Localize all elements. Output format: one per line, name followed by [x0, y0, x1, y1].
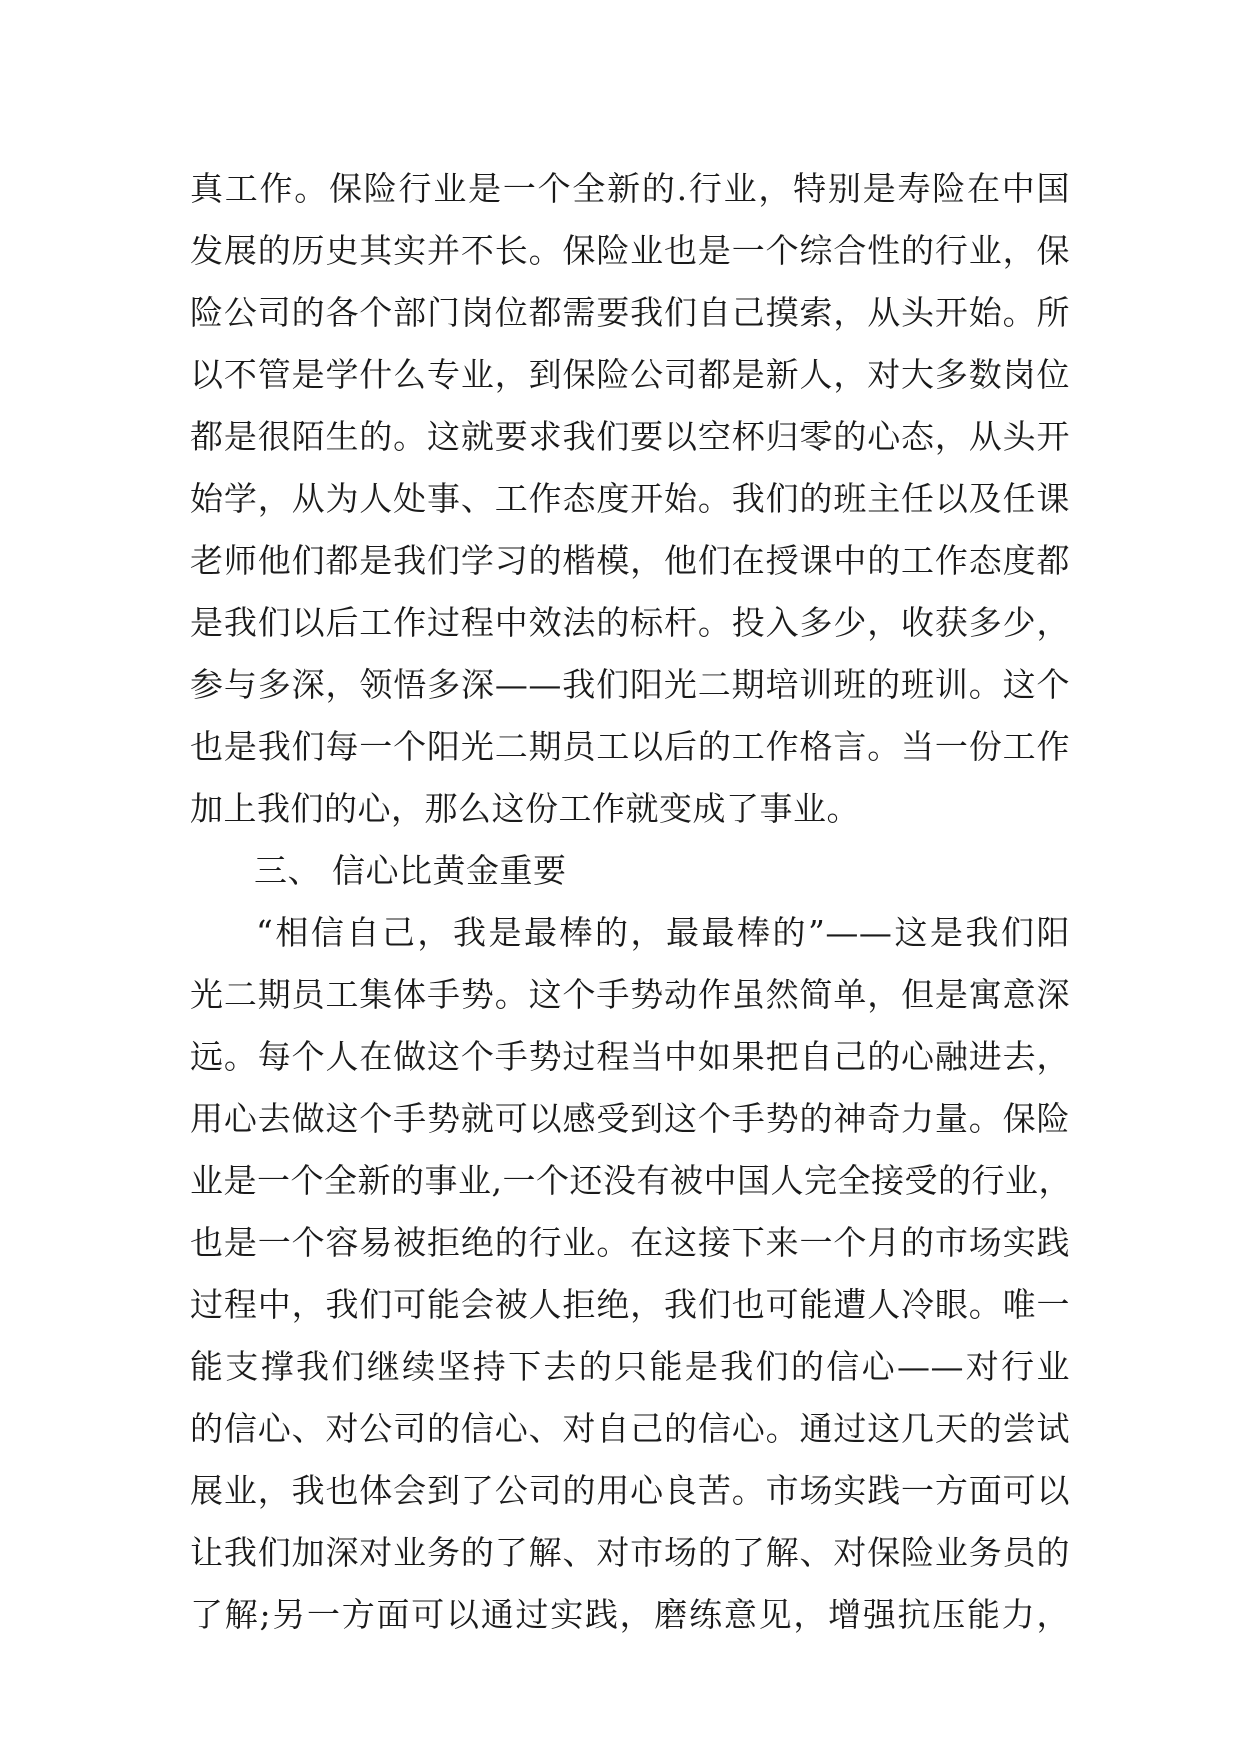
- text-line: “相信自己，我是最棒的，最最棒的”——这是我们阳: [256, 913, 1070, 952]
- text-line: 老师他们都是我们学习的楷模，他们在授课中的工作态度都: [190, 541, 1070, 580]
- text-line: 都是很陌生的。这就要求我们要以空杯归零的心态，从头开: [190, 417, 1070, 456]
- text-line: 能支撑我们继续坚持下去的只能是我们的信心——对行业: [190, 1347, 1070, 1386]
- text-line: 险公司的各个部门岗位都需要我们自己摸索，从头开始。所: [190, 293, 1070, 332]
- text-line: 是我们以后工作过程中效法的标杆。投入多少，收获多少，: [190, 603, 1070, 642]
- text-line: 展业，我也体会到了公司的用心良苦。市场实践一方面可以: [190, 1471, 1070, 1510]
- paragraph-1: [190, 158, 1070, 840]
- text-line: 发展的历史其实并不长。保险业也是一个综合性的行业，保: [190, 231, 1070, 270]
- text-line: 也是一个容易被拒绝的行业。在这接下来一个月的市场实践: [190, 1223, 1070, 1262]
- text-line: 过程中，我们可能会被人拒绝，我们也可能遭人冷眼。唯一: [190, 1285, 1070, 1324]
- text-line: 业是一个全新的事业,一个还没有被中国人完全接受的行业，: [190, 1161, 1072, 1200]
- text-line: 用心去做这个手势就可以感受到这个手势的神奇力量。保险: [190, 1099, 1070, 1138]
- paragraph-2: [190, 902, 1070, 1646]
- section-heading: 三、 信心比黄金重要: [254, 851, 567, 890]
- text-line: 也是我们每一个阳光二期员工以后的工作格言。当一份工作: [190, 727, 1070, 766]
- text-line: 加上我们的心，那么这份工作就变成了事业。: [190, 789, 860, 828]
- text-line: 光二期员工集体手势。这个手势动作虽然简单，但是寓意深: [190, 975, 1070, 1014]
- document-body: [190, 158, 1070, 1646]
- text-line: 真工作。保险行业是一个全新的.行业，特别是寿险在中国: [190, 169, 1070, 208]
- text-line: 了解;另一方面可以通过实践，磨练意见，增强抗压能力，: [190, 1595, 1070, 1634]
- text-line: 远。每个人在做这个手势过程当中如果把自己的心融进去，: [190, 1037, 1070, 1076]
- text-line: 始学，从为人处事、工作态度开始。我们的班主任以及任课: [190, 479, 1070, 518]
- text-line: 参与多深，领悟多深——我们阳光二期培训班的班训。这个: [190, 665, 1070, 704]
- text-line: 以不管是学什么专业，到保险公司都是新人，对大多数岗位: [190, 355, 1070, 394]
- text-line: 让我们加深对业务的了解、对市场的了解、对保险业务员的: [190, 1533, 1070, 1572]
- text-line: 的信心、对公司的信心、对自己的信心。通过这几天的尝试: [190, 1409, 1070, 1448]
